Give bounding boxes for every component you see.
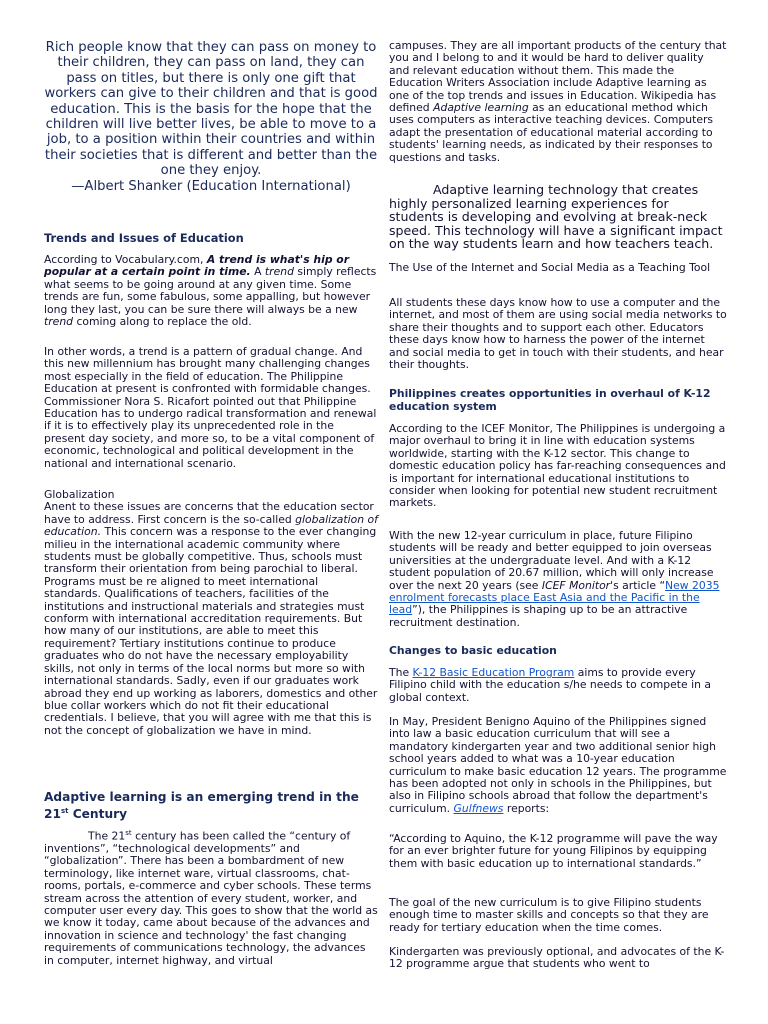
trends-heading: Trends and Issues of Education (44, 231, 244, 245)
campuses-b: as an educational method which uses computers as interactive teaching devices. Computers adapt the presentation of educational material according to students' learning needs, as indicated by their responses to questions and tasks. (389, 101, 714, 164)
kindergarten-paragraph: Kindergarten was previously optional, and advocates of the K-12 programme argue that students who went to (389, 945, 725, 971)
curr-b: 's article “ (610, 578, 666, 592)
philippines-heading: Philippines creates opportunities in overhaul of K-12 education system (389, 387, 711, 413)
adaptive-p-b: century has been called the “century of inventions”, “technological developments” and “globalization”. There has been a bombardment of new terminology, like internet ware, virtual classrooms, chat-rooms, portals, e-commerce and cyber schools. These terms stream across the attention of every student, worker, and computer user every day. This goes to show that the world as we know it today, came about because of the advances and innovation in science and technology' the fast changing requirements of communications technology, the advances in computer, internet highway, and virtual (44, 829, 378, 967)
trend-p1-mid1: A (250, 265, 265, 279)
changes-b: aims to provide every Filipino child with the education s/he needs to compete in a global context. (389, 666, 711, 704)
adaptive-tech-text: Adaptive learning technology that creates highly personalized learning experiences for students is developing and evolving at break-neck speed. This technology will have a significant impact on the way students learn and how teachers teach. (389, 182, 723, 251)
icef-paragraph: According to the ICEF Monitor, The Philippines is undergoing a major overhaul to bring it in line with education systems worldwide, starting with the K-12 sector. This change to domestic education policy has far-reaching consequences and is important for international educational institutions to consider when looking for potential new student recruitment markets. (389, 422, 726, 510)
adaptive-heading-a: Adaptive learning is an emerging trend in the 21 (44, 790, 359, 822)
goal-paragraph: The goal of the new curriculum is to give Filipino students enough time to master skills and concepts so that they are ready for tertiary education when the time comes. (389, 896, 709, 934)
adaptive-heading-b: Century (68, 807, 128, 822)
curr-c: ”), the Philippines is shaping up to be an attractive recruitment destination. (389, 603, 688, 629)
aquino-quote: “According to Aquino, the K-12 programme will pave the way for an ever brighter future for young Filipinos by equipping them with basic education up to international standards.” (389, 832, 718, 870)
icef-monitor-italic: ICEF Monitor (541, 578, 611, 592)
globalization-label: Globalization (44, 488, 115, 501)
quote-text: Rich people know that they can pass on money to their children, they can pass on land, they can pass on titles, but there is only one gift that workers can give to their children and that is good education. This is the basis for the hope that the children will live better lives, be able to move to a job, to a position within their countries and within their societies that is different and better than the one they enjoy. (44, 40, 378, 179)
trend-definition-paragraph (44, 254, 378, 328)
campuses-paragraph (389, 40, 727, 164)
glob-italic: globalization of education. (44, 512, 378, 539)
changes-heading: Changes to basic education (389, 644, 557, 657)
adaptive-paragraph (44, 827, 378, 967)
campuses-a: campuses. They are all important products of the century that you and I belong to and it would be hard to deliver quality and relevant education without them. This made the Education Writers Association include Adaptive learning as one of the top trends and issues in Education. Wikipedia has defined (389, 39, 727, 115)
enrolment-forecast-link[interactable]: New 2035 enrolment forecasts place East Asia and the Pacific in the lead (389, 578, 720, 617)
k12-program-link[interactable]: K-12 Basic Education Program (412, 666, 575, 679)
adaptive-learning-italic: Adaptive learning (433, 101, 529, 115)
curriculum-paragraph (389, 530, 727, 629)
trend-definition-bold: A trend is what's hip or popular at a certain point in time. (44, 253, 350, 279)
changes-a: The (389, 666, 413, 679)
adaptive-tech-paragraph (389, 183, 727, 251)
adaptive-heading-sup: st (60, 807, 69, 815)
internet-heading: The Use of the Internet and Social Media as a Teaching Tool (389, 261, 711, 274)
glob-start: Anent to these issues are concerns that the education sector have to address. First concern is the so-called (44, 500, 374, 526)
trend-change-paragraph: In other words, a trend is a pattern of gradual change. And this new millennium has brought many challenging changes most especially in the field of education. The Philippine Education at present is confronted with formidable changes. Commissioner Nora S. Ricafort pointed out that Philippine Education has to undergo radical transformation and renewal if it is to effectively play its unprecedented role in the present day society, and more so, to be a vital component of economic, technological and political development in the national and international scenario. (44, 345, 377, 470)
may-a: In May, President Benigno Aquino of the Philippines signed into law a basic education curriculum that will see a mandatory kindergarten year and two additional senior high school years added to what was a 10-year education curriculum to make basic education 12 years. The programme has been adopted not only in schools in the Philippines, but also in Filipino schools abroad that follow the department's curriculum. (389, 715, 727, 815)
adaptive-heading (44, 790, 378, 821)
opening-quote (44, 40, 378, 194)
trend-p1-end: coming along to replace the old. (73, 315, 252, 329)
trend-word-2: trend (44, 315, 74, 329)
quote-attribution: —Albert Shanker (Education International) (71, 178, 351, 194)
aquino-signing-paragraph (389, 716, 727, 815)
internet-paragraph: All students these days know how to use a computer and the internet, and most of them are using social media networks to share their thoughts and to support each other. Educators these days know how to harness the power of the internet and social media to get in touch with their students, and hear their thoughts. (389, 296, 727, 372)
adaptive-p-sup: st (125, 829, 132, 837)
adaptive-p-a: The 21 (88, 829, 126, 843)
trend-p1-mid2: simply reflects what seems to be going around at any given time. Some trends are fun, some fabulous, some appalling, but however long they last, you can be sure there will always be a new (44, 265, 377, 316)
glob-rest: This concern was a response to the ever changing milieu in the international academic community where students must be globally competitive. Thus, schools must transform their orientation from being parochial to liberal. Programs must be re aligned to meet international standards. Qualifications of teachers, facilities of the institutions and instructional materials and strategies must conform with international accreditation requirements. But how many of our institutions, are able to meet this requirement? Tertiary institutions continue to produce graduates who do not have the necessary employability skills, not only in terms of the local norms but more so with international standards. Sadly, even if our graduates work abroad they end up working as laborers, domestics and other blue collar workers which do not fit their educational credentials. I believe, that you will agree with me that this is not the concept of globalization we have in mind. (44, 525, 378, 737)
curr-a: With the new 12-year curriculum in place, future Filipino students will be ready and better equipped to join overseas universities at the undergraduate level. And with a K-12 student population of 20.67 million, which will only increase over the next 20 years (see (389, 529, 714, 592)
k12-program-paragraph (389, 667, 727, 704)
trend-p1-start: According to Vocabulary.com, (44, 253, 207, 266)
globalization-paragraph (44, 489, 378, 737)
may-b: reports: (503, 801, 550, 815)
trend-word-1: trend (264, 265, 294, 279)
gulfnews-link[interactable]: Gulfnews (453, 801, 504, 815)
